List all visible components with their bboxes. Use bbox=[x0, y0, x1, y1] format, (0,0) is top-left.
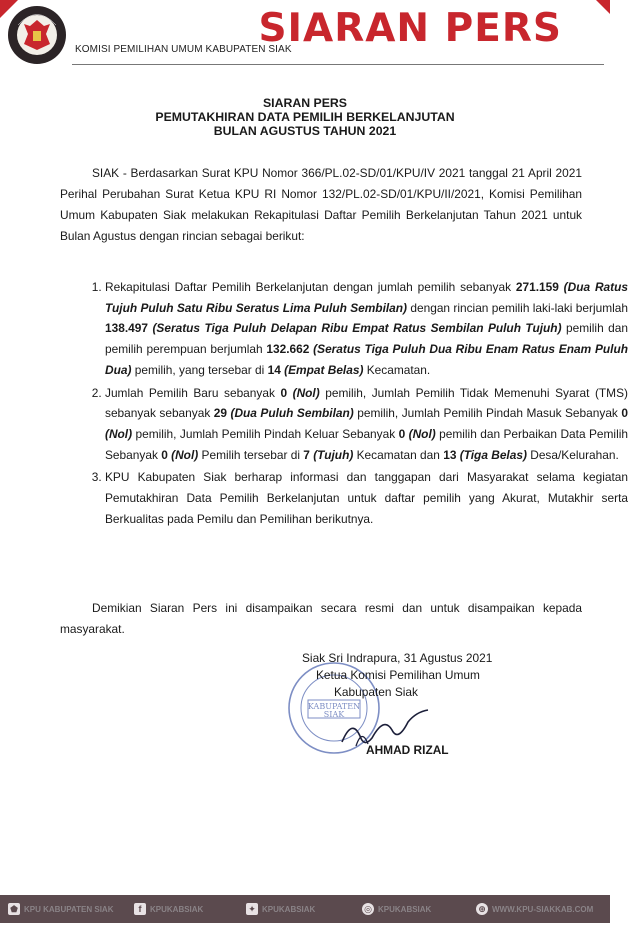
org-header: KOMISI PEMILIHAN UMUM KABUPATEN SIAK bbox=[75, 44, 292, 55]
list-item-3: 3. KPU Kabupaten Siak berharap informasi dan tanggapan dari Masyarakat selama kegiatan Pemutakhiran Data Pemilih Berkelanjutan untuk daftar pemilih yang Akurat, Mutakhir serta Berkualitas pada Pemilu dan Pemilihan berikutnya. bbox=[105, 467, 628, 529]
instagram-icon: ◎ bbox=[362, 903, 374, 915]
title-line-1: SIARAN PERS bbox=[262, 96, 348, 110]
globe-icon: ⊕ bbox=[476, 903, 488, 915]
closing-paragraph: Demikian Siaran Pers ini disampaikan secara resmi dan untuk disampaikan kepada masyarakat. bbox=[60, 601, 582, 636]
title-line-3: BULAN AGUSTUS TAHUN 2021 bbox=[213, 124, 397, 138]
signatory-name: AHMAD RIZAL bbox=[366, 743, 449, 757]
intro-paragraph: SIAK - Berdasarkan Surat KPU Nomor 366/PL.02-SD/01/KPU/IV 2021 tanggal 21 April 2021 Perihal Perubahan Surat Ketua KPU RI Nomor 132/PL.02-SD/01/KPU/II/2021, Komisi Pemilihan Umum Kabupaten Siak melakukan Rekapitulasi Daftar Pemilih Berkelanjutan Tahun 2021 untuk Bulan Agustus dengan rincian sebagai berikut: bbox=[60, 166, 582, 243]
document-title-block bbox=[0, 96, 610, 138]
title-line-2: PEMUTAKHIRAN DATA PEMILIH BERKELANJUTAN bbox=[155, 110, 455, 124]
footer-website[interactable]: ⊕ WWW.KPU-SIAKKAB.COM bbox=[476, 903, 593, 915]
details-list bbox=[60, 277, 628, 529]
kpu-logo-icon bbox=[6, 4, 68, 66]
signature-role: Ketua Komisi Pemilihan Umum bbox=[316, 668, 480, 682]
svg-text:KABUPATEN: KABUPATEN bbox=[307, 702, 361, 711]
footer-bar bbox=[0, 895, 610, 923]
header-divider bbox=[72, 64, 604, 65]
footer-site: ⬟ KPU KABUPATEN SIAK bbox=[8, 903, 113, 915]
kpu-mini-logo-icon: ⬟ bbox=[8, 903, 20, 915]
footer-instagram[interactable]: ◎ KPUKABSIAK bbox=[362, 903, 431, 915]
footer-twitter[interactable]: ✦ KPUKABSIAK bbox=[246, 903, 315, 915]
twitter-icon: ✦ bbox=[246, 903, 258, 915]
svg-text:SIAK: SIAK bbox=[323, 710, 345, 719]
facebook-icon: f bbox=[134, 903, 146, 915]
signature-region: Kabupaten Siak bbox=[334, 685, 418, 699]
list-item-1: 1. Rekapitulasi Daftar Pemilih Berkelanjutan dengan jumlah pemilih sebanyak 271.159 (Dua Ratus Tujuh Puluh Satu Ribu Seratus Lima Puluh Sembilan) dengan rincian pemilih laki-laki berjumlah 138.497 (Seratus Tiga Puluh Delapan Ribu Empat Ratus Sembilan Puluh Tujuh) pemilih dan pemilih perempuan berjumlah 132.662 (Seratus Tiga Puluh Dua Ribu Enam Ratus Enam Puluh Dua) pemilih, yang tersebar di 14 (Empat Belas) Kecamatan. bbox=[105, 277, 628, 381]
siaran-pers-banner: SIARAN PERS bbox=[258, 6, 562, 51]
corner-accent-right bbox=[596, 0, 610, 14]
signature-place-date: Siak Sri Indrapura, 31 Agustus 2021 bbox=[302, 651, 493, 665]
list-item-2: 2. Jumlah Pemilih Baru sebanyak 0 (Nol) pemilih, Jumlah Pemilih Tidak Memenuhi Syarat (TMS) sebanyak sebanyak 29 (Dua Puluh Sembilan) pemilih, Jumlah Pemilih Pindah Masuk Sebanyak 0 (Nol) pemilih, Jumlah Pemilih Pindah Keluar Sebanyak 0 (Nol) pemilih dan Perbaikan Data Pemilih Sebanyak 0 (Nol) Pemilih tersebar di 7 (Tujuh) Kecamatan dan 13 (Tiga Belas) Desa/Kelurahan. bbox=[105, 383, 628, 466]
footer-facebook[interactable]: f KPUKABSIAK bbox=[134, 903, 203, 915]
